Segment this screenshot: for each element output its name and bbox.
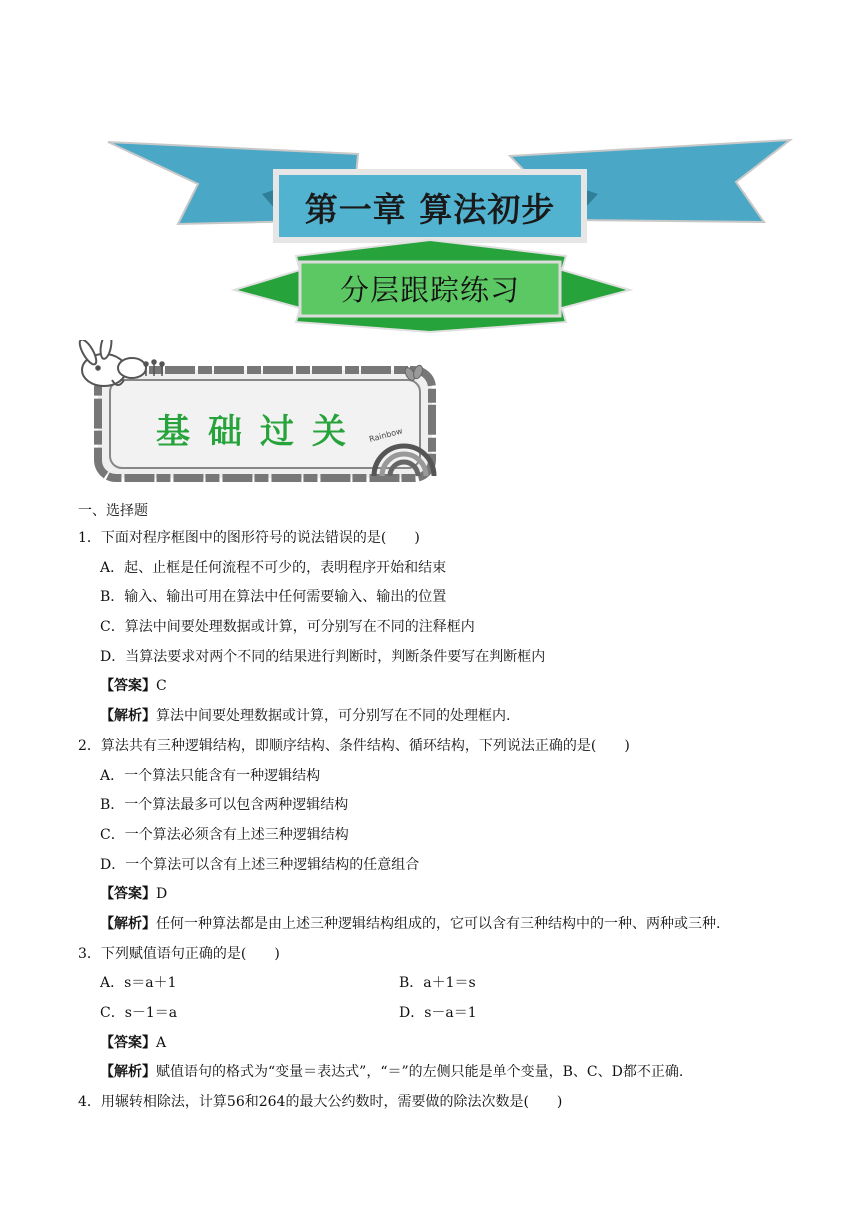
question-stem: 4．用辗转相除法，计算56和264的最大公约数时，需要做的除法次数是( ) bbox=[78, 1094, 563, 1111]
option: A．一个算法只能含有一种逻辑结构 bbox=[100, 767, 321, 784]
section-badge-title: 基础过关 bbox=[156, 411, 364, 452]
analysis-text: 算法中间要处理数据或计算，可分别写在不同的处理框内. bbox=[156, 708, 511, 725]
answer-line bbox=[78, 672, 798, 702]
option: D．一个算法可以含有上述三种逻辑结构的任意组合 bbox=[100, 856, 420, 873]
answer-value: D bbox=[156, 886, 168, 903]
answer-label: 【答案】 bbox=[100, 1034, 156, 1051]
section-heading: 一、选择题 bbox=[78, 503, 148, 519]
option: C．算法中间要处理数据或计算，可分别写在不同的注释框内 bbox=[100, 619, 475, 636]
option: B．a＋1＝s bbox=[399, 975, 476, 992]
analysis-line bbox=[78, 702, 798, 732]
option-row bbox=[78, 969, 798, 999]
option: A．起、止框是任何流程不可少的，表明程序开始和结束 bbox=[100, 559, 447, 576]
option: D．s－a＝1 bbox=[399, 1005, 477, 1021]
answer-label: 【答案】 bbox=[100, 886, 156, 903]
analysis-text: 赋值语句的格式为“变量＝表达式”，“＝”的左侧只能是单个变量，B、C、D都不正确. bbox=[156, 1064, 684, 1081]
option-row bbox=[78, 999, 798, 1029]
option: D．当算法要求对两个不同的结果进行判断时，判断条件要写在判断框内 bbox=[100, 648, 546, 665]
answer-line bbox=[78, 880, 798, 910]
question-stem: 3．下列赋值语句正确的是( ) bbox=[78, 945, 280, 962]
question-stem: 2．算法共有三种逻辑结构，即顺序结构、条件结构、循环结构，下列说法正确的是( ) bbox=[78, 737, 630, 754]
analysis-label: 【解析】 bbox=[100, 1064, 156, 1081]
option: B．一个算法最多可以包含两种逻辑结构 bbox=[100, 797, 349, 814]
rainbow-label: Rainbow bbox=[368, 426, 404, 444]
analysis-label: 【解析】 bbox=[100, 915, 156, 932]
option: C．一个算法必须含有上述三种逻辑结构 bbox=[100, 826, 349, 843]
answer-label: 【答案】 bbox=[100, 678, 156, 695]
option: C．s－1＝a bbox=[100, 1005, 178, 1021]
analysis-line bbox=[78, 910, 798, 940]
option: A．s＝a＋1 bbox=[100, 975, 177, 992]
answer-line bbox=[78, 1029, 798, 1059]
option: B．输入、输出可用在算法中任何需要输入、输出的位置 bbox=[100, 589, 447, 606]
question-stem: 1．下面对程序框图中的图形符号的说法错误的是( ) bbox=[78, 530, 420, 546]
answer-value: C bbox=[156, 678, 167, 695]
chapter-subtitle: 分层跟踪练习 bbox=[339, 272, 520, 307]
question-list bbox=[78, 498, 798, 1118]
analysis-label: 【解析】 bbox=[100, 708, 156, 725]
chapter-title: 第一章 算法初步 bbox=[304, 189, 556, 229]
analysis-text: 任何一种算法都是由上述三种逻辑结构组成的，它可以含有三种结构中的一种、两种或三种. bbox=[156, 915, 721, 932]
answer-value: A bbox=[156, 1034, 167, 1051]
analysis-line bbox=[78, 1058, 798, 1088]
